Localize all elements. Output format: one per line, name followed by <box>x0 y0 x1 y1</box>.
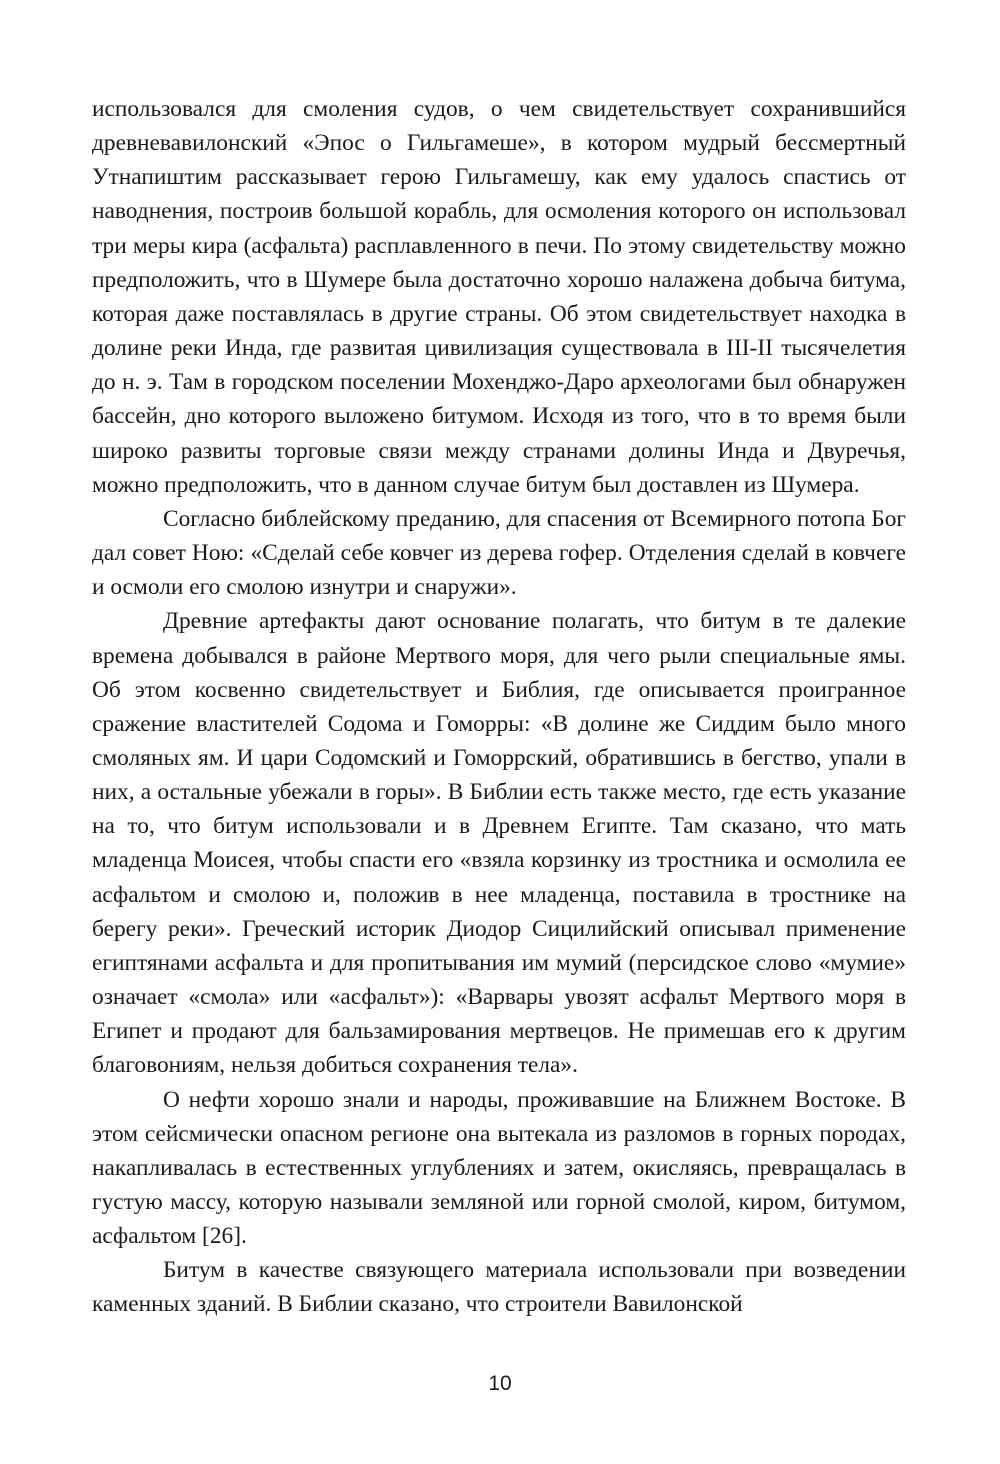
paragraph-noah: Согласно библейскому преданию, для спасения от Всемирного потопа Бог дал совет Ною: «Сделай себе ковчег из дерева гофер. Отделения сделай в ковчеге и осмоли его смолою изнутри и снаружи». <box>92 505 906 601</box>
paragraph-near-east: О нефти хорошо знали и народы, проживавшие на Ближнем Востоке. В этом сейсмически опасном регионе она вытекала из разломов в горных породах, накапливалась в естественных углублениях и затем, окисляясь, превращалась в густую массу, которую называли земляной или горной смолой, киром, битумом, асфальтом [26]. <box>92 1086 906 1250</box>
page-number: 10 <box>488 1372 512 1395</box>
paragraph-continuation: использовался для смоления судов, о чем свидетельствует сохранившийся древневавилонский «Эпос о Гильгамеше», в котором мудрый бессмертный Утнапиштим рассказывает герою Гильгамешу, как ему удалось спастись от наводнения, построив большой корабль, для осмоления которого он использовал три меры кира (асфальта) расплавленного в печи. По этому свидетельству можно предположить, что в Шумере была достаточно хорошо налажена добыча битума, которая даже поставлялась в другие страны. Об этом свидетельствует находка в долине реки Инда, где развитая цивилизация существовала в III-II тысячелетия до н. э. Там в городском поселении Мохенджо-Даро археологами был обнаружен бассейн, дно которого выложено битумом. Исходя из того, что в то время были широко развиты торговые связи между странами долины Инда и Двуречья, можно предположить, что в данном случае битум был доставлен из Шумера. <box>92 96 906 498</box>
body-text <box>92 92 906 1322</box>
paragraph-dead-sea: Древние артефакты дают основание полагать, что битум в те далекие времена добывался в районе Мертвого моря, для чего рыли специальные ямы. Об этом косвенно свидетельствует и Библия, где описывается проигранное сражение властителей Содома и Гоморры: «В долине же Сиддим было много смоляных ям. И цари Содомский и Гоморрский, обратившись в бегство, упали в них, а остальные убежали в горы». В Библии есть также место, где есть указание на то, что битум использовали и в Древнем Египте. Там сказано, что мать младенца Моисея, чтобы спасти его «взяла корзинку из тростника и осмолила ее асфальтом и смолою и, положив в нее младенца, поставила в тростнике на берегу реки». Греческий историк Диодор Сицилийский описывал применение египтянами асфальта и для пропитывания им мумий (персидское слово «мумие» означает «смола» или «асфальт»): «Варвары увозят асфальт Мертвого моря в Египет и продают для бальзамирования мертвецов. Не примешав его к другим благовониям, нельзя добиться сохранения тела». <box>92 608 906 1079</box>
paragraph-building: Битум в качестве связующего материала использовали при возведении каменных зданий. В Библии сказано, что строители Вавилонской <box>92 1257 906 1318</box>
